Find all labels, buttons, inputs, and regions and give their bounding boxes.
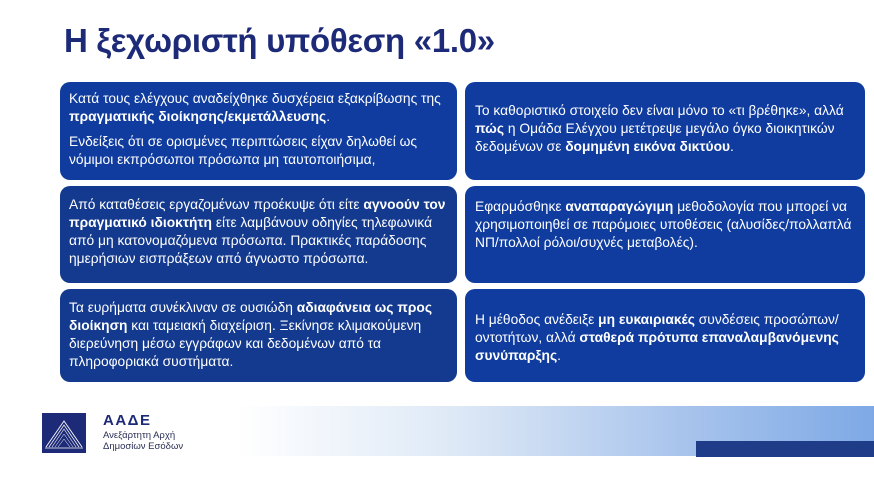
box-text: Η μέθοδος ανέδειξε μη ευκαιριακές συνδέσεις προσώπων/οντοτήτων, αλλά σταθερά πρότυπα επαναλαμβανόμενης συνύπαρξης. [475, 312, 839, 363]
box-text: Από καταθέσεις εργαζομένων προέκυψε ότι είτε αγνοούν τον πραγματικό ιδιοκτήτη είτε λαμβάνουν οδηγίες τηλεφωνικά από μη κατονομαζόμενα πρόσωπα. Πρακτικές παράδοσης ημερήσιων εισπράξεων από άγνωστο πρόσωπα. [69, 197, 446, 266]
info-box-right-1 [465, 82, 865, 180]
aade-logo-icon [42, 413, 86, 453]
box-text: Τα ευρήματα συνέκλιναν σε ουσιώδη αδιαφάνεια ως προς διοίκηση και ταμειακή διαχείριση. Ξεκίνησε κλιμακούμενη διερεύνηση μέσω εγγράφων και δεδομένων από τα πληροφοριακά συστήματα. [69, 300, 433, 369]
box-text: Εφαρμόσθηκε αναπαραγώγιμη μεθοδολογία που μπορεί να χρησιμοποιηθεί σε παρόμοιες υποθέσεις (αλυσίδες/πολλαπλά ΝΠ/πολλοί ρόλοι/συχνές μεταβολές). [475, 199, 852, 250]
box-text: Ενδείξεις ότι σε ορισμένες περιπτώσεις είχαν δηλωθεί ως νόμιμοι εκπρόσωποι πρόσωπα μη ταυτοποιήσιμα, [69, 134, 418, 167]
info-box-right-3 [465, 289, 865, 382]
box-text: Κατά τους ελέγχους αναδείχθηκε δυσχέρεια εξακρίβωσης της πραγματικής διοίκησης/εκμετάλλευσης. [69, 91, 441, 124]
footer-accent-bar [696, 441, 874, 457]
box-text: Το καθοριστικό στοιχείο δεν είναι μόνο το «τι βρέθηκε», αλλά πώς η Ομάδα Ελέγχου μετέτρεψε μεγάλο όγκο διοικητικών δεδομένων σε δομημένη εικόνα δικτύου. [475, 103, 844, 154]
info-box-left-3 [60, 289, 457, 382]
info-box-left-1 [60, 82, 457, 180]
brand-name: ΑΑΔΕ [103, 412, 152, 429]
brand-subtitle: Ανεξάρτητη Αρχή Δημοσίων Εσόδων [103, 430, 184, 452]
info-box-left-2 [60, 186, 457, 283]
slide-title: Η ξεχωριστή υπόθεση «1.0» [64, 22, 495, 59]
info-box-right-2 [465, 186, 865, 283]
